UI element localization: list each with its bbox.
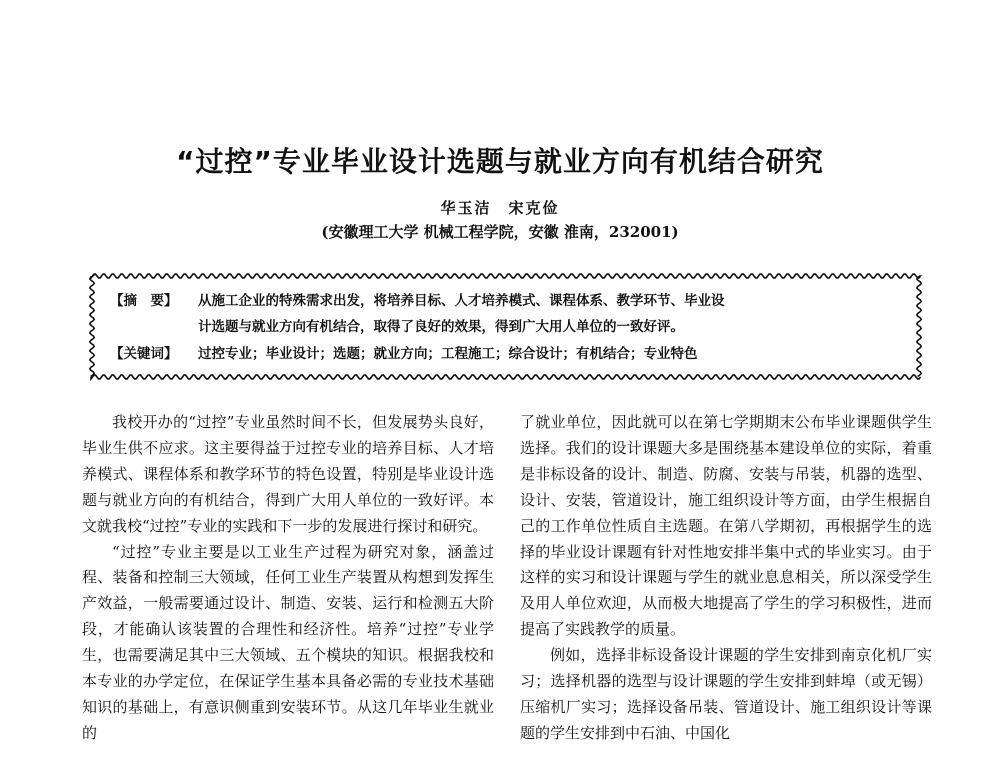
left-paragraph-1: 我校开办的“过控”专业虽然时间不长，但发展势头良好，毕业生供不应求。这主要得益于过控专业的培养目标、人才培养模式、课程体系和教学环节的特色设置，特别是毕业设计选题与就业方向的有机结合，得到广大用人单位的一致好评。本文就我校“过控”专业的实践和下一步的发展进行探讨和研究。 [82, 413, 494, 535]
abstract-box [88, 272, 924, 382]
right-paragraph-2: 例如，选择非标设备设计课题的学生安排到南京化机厂实习；选择机器的选型与设计课题的学生安排到蚌埠（或无锡）压缩机厂实习；选择设备吊装、管道设计、施工组织设计等课题的学生安排到中石油、中国化 [520, 646, 932, 742]
abstract-text-line2: 计选题与就业方向有机结合，取得了良好的效果，得到广大用人单位的一致好评。 [198, 319, 684, 335]
keywords-row [110, 342, 698, 362]
abstract-row-2 [198, 315, 684, 335]
left-paragraph-2: “过控”专业主要是以工业生产过程为研究对象，涵盖过程、装备和控制三大领域，任何工业生产装置从构想到发挥生产效益，一般需要通过设计、制造、安装、运行和检测五大阶段，才能确认该装置的合理性和经济性。培养“过控”专业学生，也需要满足其中三大领域、五个模块的知识。根据我校和本专业的办学定位，在保证学生基本具备必需的专业技术基础知识的基础上，有意识侧重到安装环节。从这几年毕业生就业的 [82, 542, 494, 742]
paper-authors: 华玉洁 宋克俭 [440, 199, 560, 217]
keywords-label: 【关键词】 [110, 346, 178, 362]
left-column [82, 410, 494, 747]
abstract-label: 【摘 要】 [110, 293, 178, 309]
right-column [520, 410, 932, 747]
abstract-row-1 [110, 289, 725, 309]
right-paragraph-1: 了就业单位，因此就可以在第七学期期末公布毕业课题供学生选择。我们的设计课题大多是围绕基本建设单位的实际，着重是非标设备的设计、制造、防腐、安装与吊装，机器的选型、设计、安装，管道设计，施工组织设计等方面，由学生根据自己的工作单位性质自主选题。在第八学期初，再根据学生的选择的毕业设计课题有针对性地安排半集中式的毕业实习。由于这样的实习和设计课题与学生的就业息息相关，所以深受学生及用人单位欢迎，从而极大地提高了学生的学习积极性，进而提高了实践教学的质量。 [520, 413, 932, 639]
abstract-text-line1: 从施工企业的特殊需求出发，将培养目标、人才培养模式、课程体系、教学环节、毕业设 [198, 293, 725, 309]
paper-affiliation: (安徽理工大学 机械工程学院，安徽 淮南，232001) [321, 223, 679, 241]
keywords-text: 过控专业；毕业设计；选题；就业方向；工程施工；综合设计；有机结合；专业特色 [198, 346, 698, 362]
paper-title: “过控”专业毕业设计选题与就业方向有机结合研究 [176, 145, 824, 178]
